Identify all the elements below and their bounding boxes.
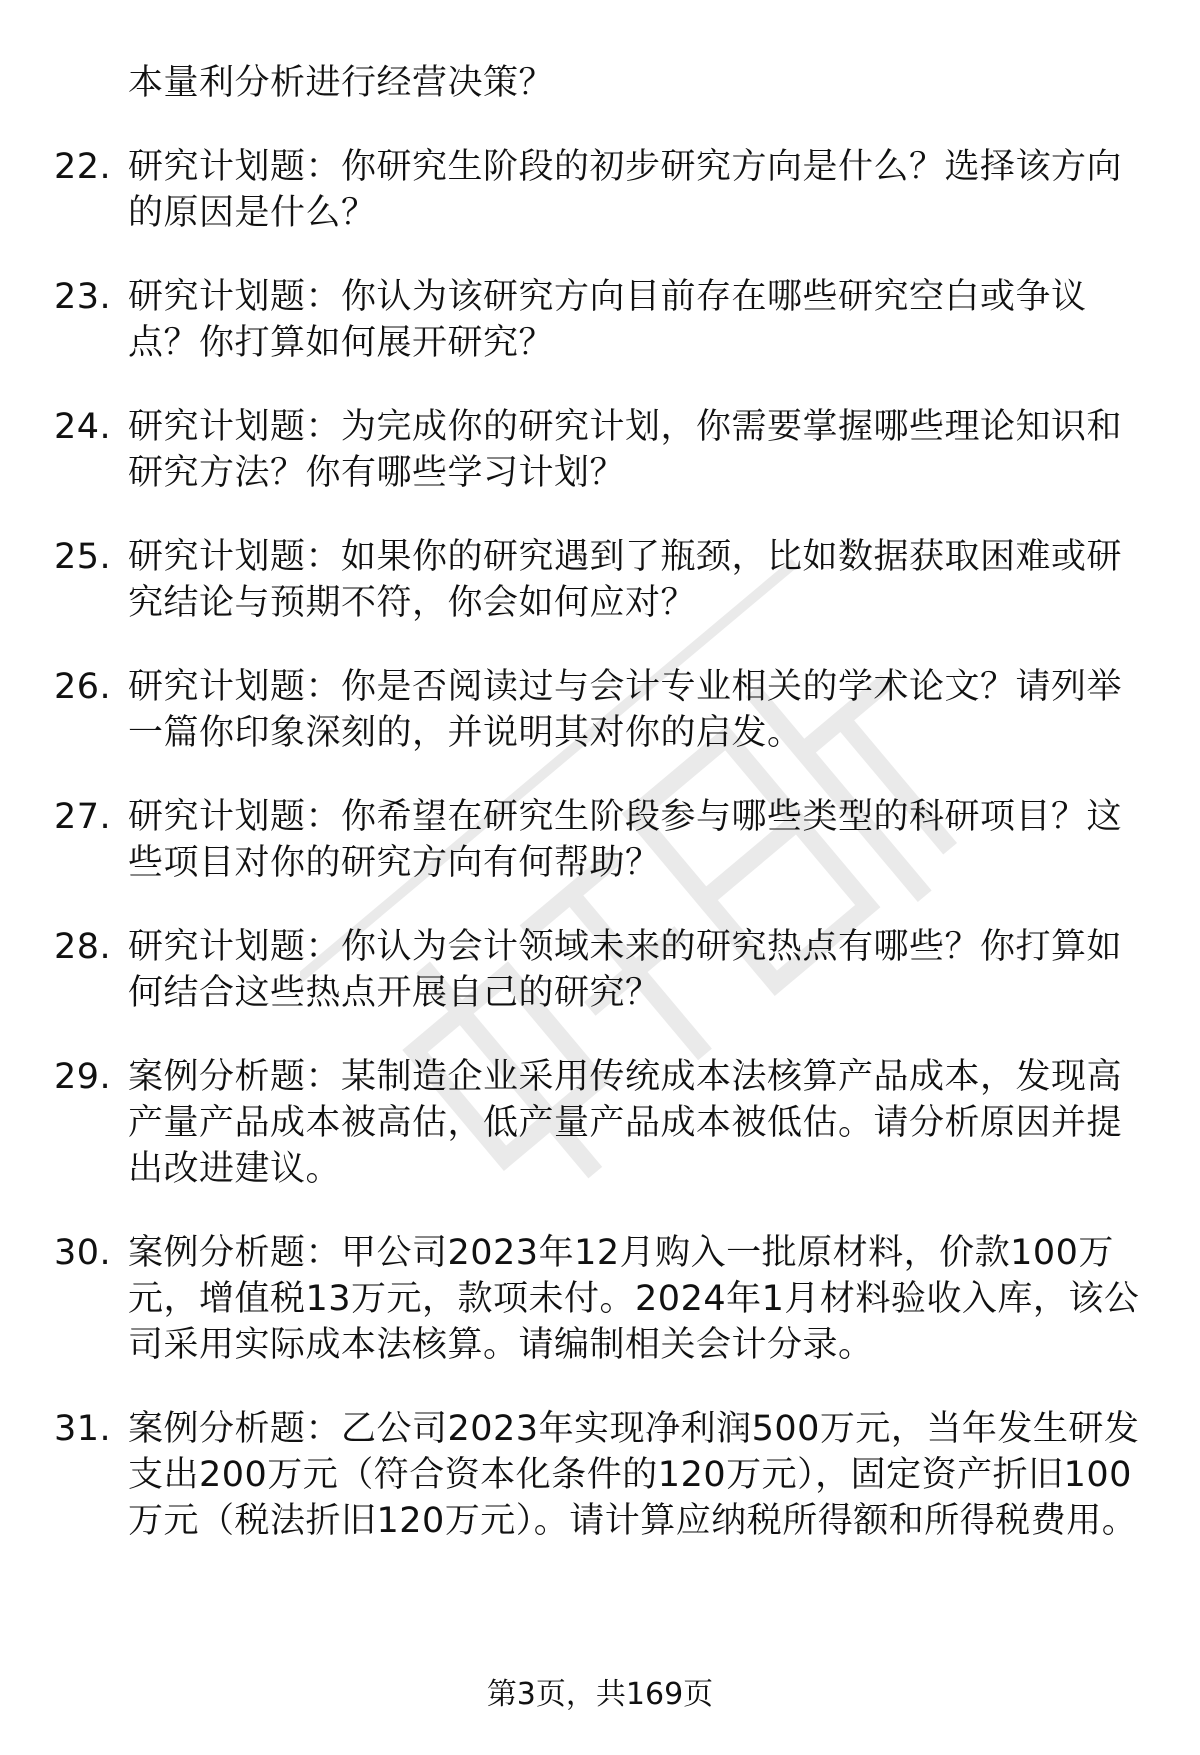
question-text: 研究计划题：你认为会计领域未来的研究热点有哪些？你打算如何结合这些热点开展自己的研究？ — [128, 927, 1123, 1013]
page-footer: 第3页，共169页 — [486, 1677, 714, 1712]
question-item — [0, 794, 1200, 886]
question-item — [0, 404, 1200, 496]
question-item — [0, 924, 1200, 1016]
question-number: 29. — [54, 1057, 112, 1097]
question-text: 研究计划题：你希望在研究生阶段参与哪些类型的科研项目？这些项目对你的研究方向有何帮助？ — [128, 797, 1123, 883]
question-number: 31. — [54, 1409, 112, 1449]
question-item — [0, 534, 1200, 626]
question-text: 研究计划题：为完成你的研究计划，你需要掌握哪些理论知识和研究方法？你有哪些学习计划？ — [128, 407, 1123, 493]
question-text: 研究计划题：你认为该研究方向目前存在哪些研究空白或争议点？你打算如何展开研究？ — [128, 277, 1087, 363]
question-text: 研究计划题：如果你的研究遇到了瓶颈，比如数据获取困难或研究结论与预期不符，你会如何应对？ — [128, 537, 1123, 623]
question-number: 28. — [54, 927, 112, 967]
question-item — [0, 1406, 1200, 1544]
question-text: 案例分析题：某制造企业采用传统成本法核算产品成本，发现高产量产品成本被高估，低产量产品成本被低估。请分析原因并提出改进建议。 — [128, 1057, 1123, 1189]
question-item — [0, 274, 1200, 366]
question-number: 26. — [54, 667, 112, 707]
question-text: 案例分析题：甲公司2023年12月购入一批原材料，价款100万元，增值税13万元，款项未付。2024年1月材料验收入库，该公司采用实际成本法核算。请编制相关会计分录。 — [128, 1233, 1140, 1365]
continued-text: 本量利分析进行经营决策？ — [128, 63, 555, 103]
question-number: 23. — [54, 277, 112, 317]
question-number: 30. — [54, 1233, 112, 1273]
question-item — [0, 1230, 1200, 1368]
question-item — [0, 664, 1200, 756]
question-text: 研究计划题：你是否阅读过与会计专业相关的学术论文？请列举一篇你印象深刻的，并说明其对你的启发。 — [128, 667, 1123, 753]
question-number: 22. — [54, 147, 112, 187]
question-number: 27. — [54, 797, 112, 837]
question-list — [0, 60, 1200, 1582]
question-item — [0, 1054, 1200, 1192]
question-item — [0, 144, 1200, 236]
question-number: 25. — [54, 537, 112, 577]
question-text: 案例分析题：乙公司2023年实现净利润500万元，当年发生研发支出200万元（符合资本化条件的120万元），固定资产折旧100万元（税法折旧120万元）。请计算应纳税所得额和所得税费用。 — [128, 1409, 1140, 1541]
question-number: 24. — [54, 407, 112, 447]
question-text: 研究计划题：你研究生阶段的初步研究方向是什么？选择该方向的原因是什么？ — [128, 147, 1123, 233]
